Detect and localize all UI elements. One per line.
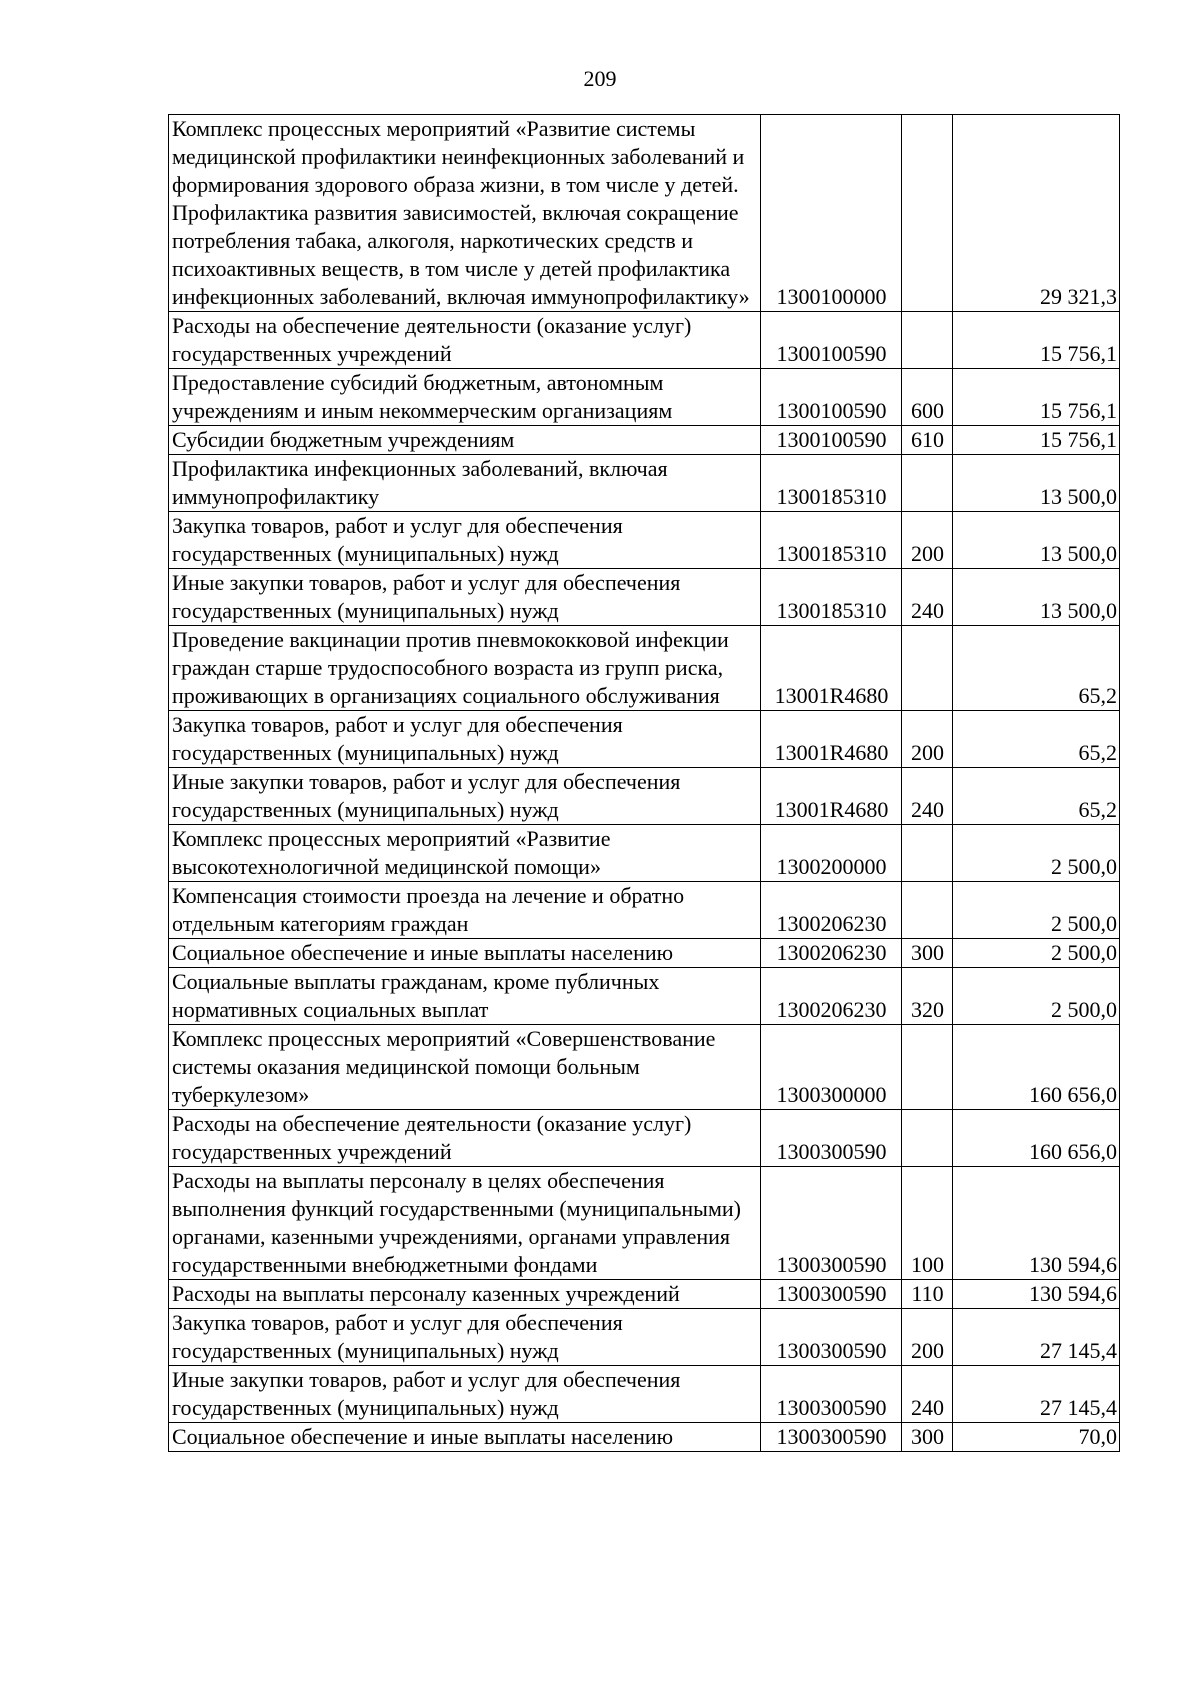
row-name-cell: Закупка товаров, работ и услуг для обеспечения государственных (муниципальных) нужд [169, 711, 761, 768]
row-code-cell: 1300300590 [761, 1366, 902, 1423]
row-name-cell: Компенсация стоимости проезда на лечение и обратно отдельным категориям граждан [169, 882, 761, 939]
row-type-cell: 600 [902, 369, 953, 426]
row-sum-cell: 65,2 [953, 626, 1120, 711]
row-sum-cell: 27 145,4 [953, 1309, 1120, 1366]
row-type-cell: 240 [902, 768, 953, 825]
table-row [169, 455, 1120, 512]
table-row [169, 1025, 1120, 1110]
row-code-cell: 1300185310 [761, 569, 902, 626]
row-type-cell: 610 [902, 426, 953, 455]
row-name-cell: Закупка товаров, работ и услуг для обеспечения государственных (муниципальных) нужд [169, 512, 761, 569]
row-sum-cell: 13 500,0 [953, 569, 1120, 626]
table-row [169, 1280, 1120, 1309]
row-sum-cell: 65,2 [953, 711, 1120, 768]
row-sum-cell: 2 500,0 [953, 882, 1120, 939]
table-row [169, 115, 1120, 312]
row-sum-cell: 160 656,0 [953, 1110, 1120, 1167]
row-type-cell: 300 [902, 939, 953, 968]
row-name-cell: Расходы на обеспечение деятельности (оказание услуг) государственных учреждений [169, 1110, 761, 1167]
row-sum-cell: 13 500,0 [953, 512, 1120, 569]
table-row [169, 825, 1120, 882]
row-name-cell: Субсидии бюджетным учреждениям [169, 426, 761, 455]
table-row [169, 569, 1120, 626]
table-row [169, 312, 1120, 369]
row-code-cell: 1300100590 [761, 369, 902, 426]
table-row [169, 882, 1120, 939]
row-sum-cell: 27 145,4 [953, 1366, 1120, 1423]
row-sum-cell: 70,0 [953, 1423, 1120, 1452]
row-code-cell: 1300300590 [761, 1309, 902, 1366]
row-name-cell: Иные закупки товаров, работ и услуг для обеспечения государственных (муниципальных) нужд [169, 569, 761, 626]
table-row [169, 968, 1120, 1025]
table-row [169, 1423, 1120, 1452]
row-name-cell: Социальное обеспечение и иные выплаты населению [169, 1423, 761, 1452]
row-sum-cell: 15 756,1 [953, 312, 1120, 369]
row-sum-cell: 160 656,0 [953, 1025, 1120, 1110]
row-type-cell [902, 115, 953, 312]
row-sum-cell: 2 500,0 [953, 939, 1120, 968]
row-type-cell [902, 1110, 953, 1167]
row-type-cell [902, 455, 953, 512]
row-code-cell: 1300300000 [761, 1025, 902, 1110]
row-type-cell: 300 [902, 1423, 953, 1452]
row-type-cell [902, 825, 953, 882]
row-type-cell: 200 [902, 711, 953, 768]
table-row [169, 512, 1120, 569]
row-type-cell [902, 626, 953, 711]
table-row [169, 626, 1120, 711]
table-row [169, 1167, 1120, 1280]
row-sum-cell: 29 321,3 [953, 115, 1120, 312]
row-type-cell: 100 [902, 1167, 953, 1280]
table-row [169, 768, 1120, 825]
row-type-cell [902, 312, 953, 369]
row-type-cell [902, 1025, 953, 1110]
row-code-cell: 1300300590 [761, 1280, 902, 1309]
table-row [169, 369, 1120, 426]
row-code-cell: 1300206230 [761, 939, 902, 968]
row-name-cell: Иные закупки товаров, работ и услуг для обеспечения государственных (муниципальных) нужд [169, 768, 761, 825]
row-name-cell: Социальные выплаты гражданам, кроме публичных нормативных социальных выплат [169, 968, 761, 1025]
row-name-cell: Предоставление субсидий бюджетным, автономным учреждениям и иным некоммерческим организациям [169, 369, 761, 426]
row-sum-cell: 130 594,6 [953, 1167, 1120, 1280]
row-code-cell: 1300300590 [761, 1167, 902, 1280]
row-code-cell: 13001R4680 [761, 768, 902, 825]
row-code-cell: 1300185310 [761, 512, 902, 569]
row-code-cell: 13001R4680 [761, 711, 902, 768]
row-type-cell: 110 [902, 1280, 953, 1309]
row-code-cell: 1300100000 [761, 115, 902, 312]
row-name-cell: Проведение вакцинации против пневмококковой инфекции граждан старше трудоспособного возраста из групп риска, проживающих в организациях социального обслуживания [169, 626, 761, 711]
row-code-cell: 1300100590 [761, 312, 902, 369]
row-sum-cell: 2 500,0 [953, 825, 1120, 882]
row-code-cell: 1300100590 [761, 426, 902, 455]
table-row [169, 1110, 1120, 1167]
row-name-cell: Социальное обеспечение и иные выплаты населению [169, 939, 761, 968]
table-row [169, 711, 1120, 768]
row-type-cell [902, 882, 953, 939]
row-name-cell: Иные закупки товаров, работ и услуг для обеспечения государственных (муниципальных) нужд [169, 1366, 761, 1423]
row-code-cell: 1300300590 [761, 1110, 902, 1167]
table-row [169, 426, 1120, 455]
row-name-cell: Расходы на выплаты персоналу в целях обеспечения выполнения функций государственными (муниципальными) органами, казенными учреждениями, органами управления государственными внебюджетными фондами [169, 1167, 761, 1280]
table-row [169, 1309, 1120, 1366]
row-type-cell: 240 [902, 1366, 953, 1423]
row-code-cell: 1300185310 [761, 455, 902, 512]
row-code-cell: 1300200000 [761, 825, 902, 882]
budget-table-body [169, 115, 1120, 1452]
row-name-cell: Закупка товаров, работ и услуг для обеспечения государственных (муниципальных) нужд [169, 1309, 761, 1366]
row-name-cell: Профилактика инфекционных заболеваний, включая иммунопрофилактику [169, 455, 761, 512]
row-type-cell: 200 [902, 512, 953, 569]
row-code-cell: 1300300590 [761, 1423, 902, 1452]
row-code-cell: 1300206230 [761, 882, 902, 939]
row-code-cell: 1300206230 [761, 968, 902, 1025]
row-sum-cell: 2 500,0 [953, 968, 1120, 1025]
row-name-cell: Расходы на выплаты персоналу казенных учреждений [169, 1280, 761, 1309]
row-name-cell: Расходы на обеспечение деятельности (оказание услуг) государственных учреждений [169, 312, 761, 369]
table-row [169, 1366, 1120, 1423]
row-name-cell: Комплекс процессных мероприятий «Совершенствование системы оказания медицинской помощи больным туберкулезом» [169, 1025, 761, 1110]
row-type-cell: 240 [902, 569, 953, 626]
row-sum-cell: 130 594,6 [953, 1280, 1120, 1309]
row-code-cell: 13001R4680 [761, 626, 902, 711]
row-sum-cell: 15 756,1 [953, 369, 1120, 426]
row-name-cell: Комплекс процессных мероприятий «Развитие высокотехнологичной медицинской помощи» [169, 825, 761, 882]
row-sum-cell: 13 500,0 [953, 455, 1120, 512]
row-type-cell: 320 [902, 968, 953, 1025]
budget-table [168, 114, 1120, 1452]
page-number: 209 [583, 66, 617, 91]
row-type-cell: 200 [902, 1309, 953, 1366]
row-name-cell: Комплекс процессных мероприятий «Развитие системы медицинской профилактики неинфекционных заболеваний и формирования здорового образа жизни, в том числе у детей. Профилактика развития зависимостей, включая сокращение потребления табака, алкоголя, наркотических средств и психоактивных веществ, в том числе у детей профилактика инфекционных заболеваний, включая иммунопрофилактику» [169, 115, 761, 312]
row-sum-cell: 15 756,1 [953, 426, 1120, 455]
row-sum-cell: 65,2 [953, 768, 1120, 825]
table-row [169, 939, 1120, 968]
